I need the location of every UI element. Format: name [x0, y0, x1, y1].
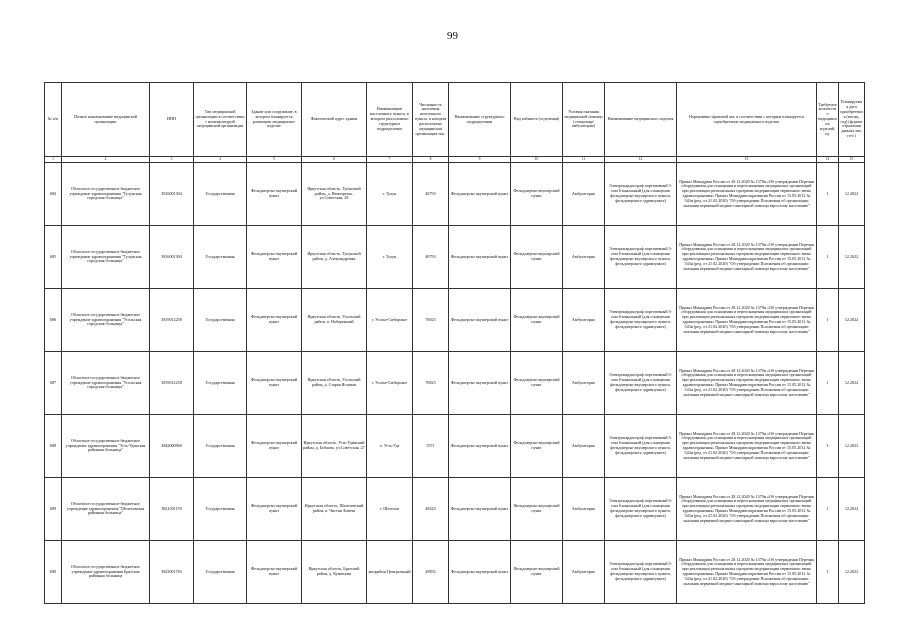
- cabinet-cell: Фельдшерско-акушерский пункт: [511, 541, 563, 604]
- org-name: Областное государственное бюджетное учреждение здравоохранения "Усть-Удинская районная больница": [62, 415, 150, 478]
- column-number: 3: [150, 157, 194, 163]
- column-header: Здание или сооружение, в котором планируется размещать медицинское изделие: [247, 83, 302, 157]
- column-number: 5: [247, 157, 302, 163]
- quantity-cell: 1: [817, 226, 839, 289]
- unit-cell: Фельдшерско-акушерский пункт: [449, 289, 511, 352]
- population-cell: 49835: [413, 541, 449, 604]
- quantity-cell: 1: [817, 352, 839, 415]
- org-name: Областное государственное бюджетное учреждение здравоохранения Братская районная больница: [62, 541, 150, 604]
- building-cell: Фельдшерско-акушерский пункт: [247, 478, 302, 541]
- population-cell: 76825: [413, 289, 449, 352]
- address-cell: Иркутская область, Усольский район, д. Старая Ясачная: [302, 352, 367, 415]
- row-number: 685: [45, 226, 62, 289]
- row-number: 684: [45, 163, 62, 226]
- date-cell: 12.2022: [839, 541, 865, 604]
- legal-act-cell: Приказ Минздрава России от 28.12.2020 № 1379н «Об утверждении Перечня оборудования для оснащения и переоснащения медицинских организаций при реализации региональных программ модернизации первичного звена здравоохранения» Приказ Минздравсоцразвития России от 15.05.2012 № 543н (ред. от 21.02.2020) "Об утверждении Положения об организации оказания первичной медико-санитарной помощи взрослому населению": [677, 352, 817, 415]
- settlement-cell: г. Шелехов: [367, 478, 413, 541]
- inn-cell: 3842000960: [150, 415, 194, 478]
- building-cell: Фельдшерско-акушерский пункт: [247, 289, 302, 352]
- population-cell: 48423: [413, 478, 449, 541]
- date-cell: 12.2022: [839, 478, 865, 541]
- inn-cell: 3819012258: [150, 352, 194, 415]
- row-number: 689: [45, 478, 62, 541]
- org-type: Государственная: [194, 415, 247, 478]
- table-row: [45, 226, 865, 289]
- conditions-cell: Амбулаторно: [563, 226, 605, 289]
- address-cell: Иркутская область, Усть-Удинский район, д. Бобкова, ул.Советская, 27: [302, 415, 367, 478]
- org-name: Областное государственное бюджетное учреждение здравоохранения "Тулунская городская больница": [62, 163, 150, 226]
- table-body: [45, 163, 865, 604]
- column-header: ИНН: [150, 83, 194, 157]
- column-number: 14: [817, 157, 839, 163]
- conditions-cell: Амбулаторно: [563, 352, 605, 415]
- legal-act-cell: Приказ Минздрава России от 28.12.2020 № 1379н «Об утверждении Перечня оборудования для оснащения и переоснащения медицинских организаций при реализации региональных программ модернизации первичного звена здравоохранения» Приказ Минздравсоцразвития России от 15.05.2012 № 543н (ред. от 21.02.2020) "Об утверждении Положения об организации оказания первичной медико-санитарной помощи взрослому населению": [677, 163, 817, 226]
- device-cell: Электрокардиограф портативный 3- или 6-канальный (для оснащения фельдшерско-акушерского пункта, фельдшерского здравпункта): [605, 478, 677, 541]
- column-header: Вид кабинета (отделения): [511, 83, 563, 157]
- legal-act-cell: Приказ Минздрава России от 28.12.2020 № 1379н «Об утверждении Перечня оборудования для оснащения и переоснащения медицинских организаций при реализации региональных программ модернизации первичного звена здравоохранения» Приказ Минздравсоцразвития России от 15.05.2012 № 543н (ред. от 21.02.2020) "Об утверждении Положения об организации оказания первичной медико-санитарной помощи взрослому населению": [677, 289, 817, 352]
- column-header: Нормативно-правовой акт, в соответствии с которым планируется приобретение медицинского изделия: [677, 83, 817, 157]
- building-cell: Фельдшерско-акушерский пункт: [247, 226, 302, 289]
- cabinet-cell: Фельдшерско-акушерский пункт: [511, 226, 563, 289]
- legal-act-cell: Приказ Минздрава России от 28.12.2020 № 1379н «Об утверждении Перечня оборудования для оснащения и переоснащения медицинских организаций при реализации региональных программ модернизации первичного звена здравоохранения» Приказ Минздравсоцразвития России от 15.05.2012 № 543н (ред. от 21.02.2020) "Об утверждении Положения об организации оказания первичной медико-санитарной помощи взрослому населению": [677, 415, 817, 478]
- settlement-cell: г. Усолье-Сибирское: [367, 352, 413, 415]
- cabinet-cell: Фельдшерско-акушерский пункт: [511, 352, 563, 415]
- conditions-cell: Амбулаторно: [563, 541, 605, 604]
- column-header: Наименование населенного пункта, в котором расположено структурное подразделение: [367, 83, 413, 157]
- org-type: Государственная: [194, 163, 247, 226]
- inn-cell: 3816001304: [150, 163, 194, 226]
- settlement-cell: жилрайон Центральный: [367, 541, 413, 604]
- date-cell: 12.2022: [839, 226, 865, 289]
- quantity-cell: 1: [817, 415, 839, 478]
- column-number: 13: [677, 157, 817, 163]
- org-name: Областное государственное бюджетное учреждение здравоохранения "Усольская городская больница": [62, 289, 150, 352]
- cabinet-cell: Фельдшерско-акушерский пункт: [511, 163, 563, 226]
- column-number: 7: [367, 157, 413, 163]
- settlement-cell: п. Усть-Уда: [367, 415, 413, 478]
- legal-act-cell: Приказ Минздрава России от 28.12.2020 № 1379н «Об утверждении Перечня оборудования для оснащения и переоснащения медицинских организаций при реализации региональных программ модернизации первичного звена здравоохранения» Приказ Минздравсоцразвития России от 15.05.2012 № 543н (ред. от 21.02.2020) "Об утверждении Положения об организации оказания первичной медико-санитарной помощи взрослому населению": [677, 541, 817, 604]
- column-number: 1: [45, 157, 62, 163]
- table-row: [45, 163, 865, 226]
- row-number: 690: [45, 541, 62, 604]
- column-number: 10: [511, 157, 563, 163]
- column-header: Наименование структурного подразделения: [449, 83, 511, 157]
- building-cell: Фельдшерско-акушерский пункт: [247, 415, 302, 478]
- column-header: Тип медицинской организации в соответствии с номенклатурой медицинской организации: [194, 83, 247, 157]
- unit-cell: Фельдшерско-акушерский пункт: [449, 352, 511, 415]
- population-cell: 5571: [413, 415, 449, 478]
- column-header: Условия оказания медицинской помощи (стационар/амбулаторно): [563, 83, 605, 157]
- building-cell: Фельдшерско-акушерский пункт: [247, 352, 302, 415]
- settlement-cell: г. Тулун: [367, 163, 413, 226]
- settlement-cell: г. Усолье-Сибирское: [367, 289, 413, 352]
- column-number: 2: [62, 157, 150, 163]
- org-name: Областное государственное бюджетное учреждение здравоохранения "Шелеховская районная больница": [62, 478, 150, 541]
- table-row: [45, 541, 865, 604]
- table-row: [45, 289, 865, 352]
- address-cell: Иркутская область, Шелеховский район, п. Чистые Ключи: [302, 478, 367, 541]
- column-header: Полное наименование медицинской организации: [62, 83, 150, 157]
- org-type: Государственная: [194, 226, 247, 289]
- unit-cell: Фельдшерско-акушерский пункт: [449, 478, 511, 541]
- column-number: 12: [605, 157, 677, 163]
- org-type: Государственная: [194, 289, 247, 352]
- building-cell: Фельдшерско-акушерский пункт: [247, 163, 302, 226]
- quantity-cell: 1: [817, 289, 839, 352]
- column-header: Наименование медицинского изделия: [605, 83, 677, 157]
- row-number: 688: [45, 415, 62, 478]
- org-type: Государственная: [194, 541, 247, 604]
- column-header: Планируемая дата приобретения (месяц, год) (формат отражения данных мм. гггг.): [839, 83, 865, 157]
- column-header: № п/п: [45, 83, 62, 157]
- column-number: 9: [449, 157, 511, 163]
- column-number: 6: [302, 157, 367, 163]
- column-header: Фактический адрес здания: [302, 83, 367, 157]
- column-number: 4: [194, 157, 247, 163]
- date-cell: 12.2022: [839, 289, 865, 352]
- inn-cell: 3823001765: [150, 541, 194, 604]
- column-number: 15: [839, 157, 865, 163]
- row-number: 686: [45, 289, 62, 352]
- address-cell: Иркутская область, Тулунский район, д. Нюкторома, ул.Советская, 28: [302, 163, 367, 226]
- inn-cell: 3821001159: [150, 478, 194, 541]
- legal-act-cell: Приказ Минздрава России от 28.12.2020 № 1379н «Об утверждении Перечня оборудования для оснащения и переоснащения медицинских организаций при реализации региональных программ модернизации первичного звена здравоохранения» Приказ Минздравсоцразвития России от 15.05.2012 № 543н (ред. от 21.02.2020) "Об утверждении Положения об организации оказания первичной медико-санитарной помощи взрослому населению": [677, 478, 817, 541]
- column-header: Численность населения населенного пункта, в котором расположено медицинская организация тыс.: [413, 83, 449, 157]
- conditions-cell: Амбулаторно: [563, 289, 605, 352]
- equipment-table: [44, 82, 865, 604]
- unit-cell: Фельдшерско-акушерский пункт: [449, 226, 511, 289]
- address-cell: Иркутская область, Братский район, д. Кузнецова: [302, 541, 367, 604]
- org-name: Областное государственное бюджетное учреждение здравоохранения "Усольская городская больница": [62, 352, 150, 415]
- population-cell: 76825: [413, 352, 449, 415]
- cabinet-cell: Фельдшерско-акушерский пункт: [511, 478, 563, 541]
- device-cell: Электрокардиограф портативный 3- или 6-канальный (для оснащения фельдшерско-акушерского пункта, фельдшерского здравпункта): [605, 415, 677, 478]
- table-header-row: [45, 83, 865, 157]
- org-type: Государственная: [194, 352, 247, 415]
- column-number: 8: [413, 157, 449, 163]
- column-number: 11: [563, 157, 605, 163]
- date-cell: 12.2022: [839, 163, 865, 226]
- device-cell: Электрокардиограф портативный 3- или 6-канальный (для оснащения фельдшерско-акушерского пункта, фельдшерского здравпункта): [605, 289, 677, 352]
- page-number: 99: [447, 30, 458, 42]
- org-name: Областное государственное бюджетное учреждение здравоохранения "Тулунская городская больница": [62, 226, 150, 289]
- unit-cell: Фельдшерско-акушерский пункт: [449, 163, 511, 226]
- unit-cell: Фельдшерско-акушерский пункт: [449, 541, 511, 604]
- inn-cell: 3816001304: [150, 226, 194, 289]
- date-cell: 12.2022: [839, 415, 865, 478]
- device-cell: Электрокардиограф портативный 3- или 6-канальный (для оснащения фельдшерско-акушерского пункта, фельдшерского здравпункта): [605, 352, 677, 415]
- org-type: Государственная: [194, 478, 247, 541]
- device-cell: Электрокардиограф портативный 3- или 6-канальный (для оснащения фельдшерско-акушерского пункта, фельдшерского здравпункта): [605, 163, 677, 226]
- conditions-cell: Амбулаторно: [563, 163, 605, 226]
- quantity-cell: 1: [817, 478, 839, 541]
- cabinet-cell: Фельдшерско-акушерский пункт: [511, 289, 563, 352]
- table-row: [45, 415, 865, 478]
- legal-act-cell: Приказ Минздрава России от 28.12.2020 № 1379н «Об утверждении Перечня оборудования для оснащения и переоснащения медицинских организаций при реализации региональных программ модернизации первичного звена здравоохранения» Приказ Минздравсоцразвития России от 15.05.2012 № 543н (ред. от 21.02.2020) "Об утверждении Положения об организации оказания первичной медико-санитарной помощи взрослому населению": [677, 226, 817, 289]
- address-cell: Иркутская область, Усольский район, п. Набережный: [302, 289, 367, 352]
- table-row: [45, 478, 865, 541]
- address-cell: Иркутская область, Тулунский район, д. Александровка: [302, 226, 367, 289]
- population-cell: 40793: [413, 163, 449, 226]
- row-number: 687: [45, 352, 62, 415]
- building-cell: Фельдшерско-акушерский пункт: [247, 541, 302, 604]
- settlement-cell: г. Тулун: [367, 226, 413, 289]
- unit-cell: Фельдшерско-акушерский пункт: [449, 415, 511, 478]
- conditions-cell: Амбулаторно: [563, 415, 605, 478]
- conditions-cell: Амбулаторно: [563, 478, 605, 541]
- device-cell: Электрокардиограф портативный 3- или 6-канальный (для оснащения фельдшерско-акушерского пункта, фельдшерского здравпункта): [605, 226, 677, 289]
- population-cell: 40793: [413, 226, 449, 289]
- table-row: [45, 352, 865, 415]
- date-cell: 12.2022: [839, 352, 865, 415]
- device-cell: Электрокардиограф портативный 3- или 6-канальный (для оснащения фельдшерско-акушерского пункта, фельдшерского здравпункта): [605, 541, 677, 604]
- quantity-cell: 1: [817, 163, 839, 226]
- cabinet-cell: Фельдшерско-акушерский пункт: [511, 415, 563, 478]
- column-header: Требуемое количество медицинских изделий, ед.: [817, 83, 839, 157]
- quantity-cell: 1: [817, 541, 839, 604]
- inn-cell: 3819012258: [150, 289, 194, 352]
